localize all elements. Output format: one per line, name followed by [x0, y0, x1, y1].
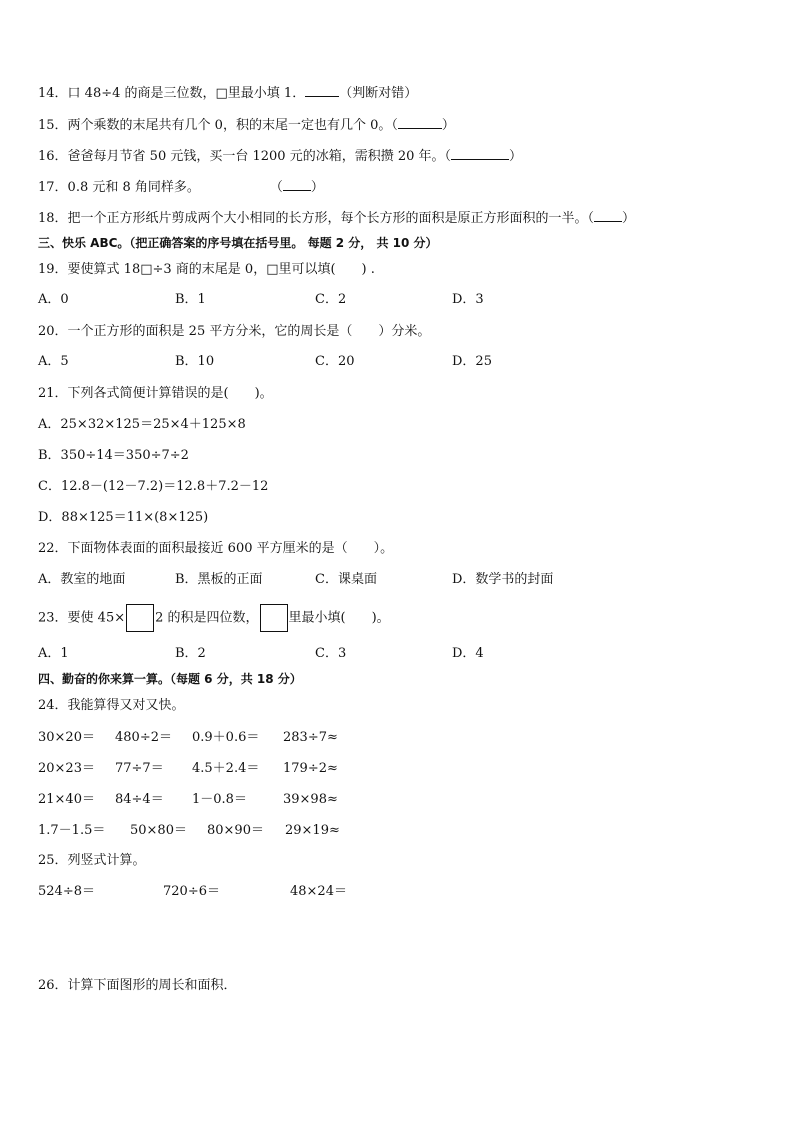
option-d[interactable]: D．25	[452, 354, 492, 369]
question-26: 26．计算下面图形的周长和面积．	[38, 978, 237, 993]
option-a[interactable]: A．5	[38, 354, 69, 369]
option-b[interactable]: B．10	[175, 354, 215, 369]
answer-blank[interactable]	[305, 84, 339, 97]
question-18: 18．把一个正方形纸片剪成两个大小相同的长方形，每个长方形的面积是原正方形面积的一半。（ ）	[38, 211, 636, 226]
calc-item: 283÷7≈	[283, 730, 338, 745]
question-20: 20．一个正方形的面积是 25 平方分米，它的周长是（ ）分米。	[38, 324, 431, 339]
answer-blank[interactable]	[283, 178, 311, 191]
section-3-heading: 三、快乐 ABC。（把正确答案的序号填在括号里。 每题 2 分， 共 10 分）	[38, 236, 438, 250]
calc-item: 480÷2＝	[115, 730, 172, 745]
option-a[interactable]: A．1	[38, 646, 69, 661]
calc-item: 0.9＋0.6＝	[192, 730, 260, 745]
calc-item: 1－0.8＝	[192, 792, 247, 807]
answer-blank[interactable]	[594, 209, 622, 222]
question-22: 22．下面物体表面的面积最接近 600 平方厘米的是（ ）。	[38, 541, 394, 556]
calc-item: 524÷8＝	[38, 884, 95, 899]
question-14: 14．口 48÷4 的商是三位数，□里最小填 1． （判断对错）	[38, 86, 418, 101]
question-23: 23．要使 45× 2 的积是四位数， 里最小填( )。	[38, 604, 390, 633]
option-d[interactable]: D．3	[452, 292, 484, 307]
calc-item: 20×23＝	[38, 761, 95, 776]
calc-item: 39×98≈	[283, 792, 338, 807]
answer-blank[interactable]	[451, 147, 509, 160]
option-a[interactable]: A．0	[38, 292, 69, 307]
option-b[interactable]: B．350÷14＝350÷7÷2	[38, 448, 189, 463]
calc-item: 30×20＝	[38, 730, 95, 745]
option-d[interactable]: D．数学书的封面	[452, 572, 554, 587]
digit-box[interactable]	[260, 604, 288, 632]
calc-item: 29×19≈	[285, 823, 340, 838]
option-a[interactable]: A．25×32×125＝25×4＋125×8	[38, 417, 246, 432]
question-16: 16．爸爸每月节省 50 元钱，买一台 1200 元的冰箱，需积攒 20 年。（ ）	[38, 149, 523, 164]
question-21: 21．下列各式简便计算错误的是( )。	[38, 386, 273, 401]
calc-item: 48×24＝	[290, 884, 347, 899]
calc-item: 720÷6＝	[163, 884, 220, 899]
calc-item: 80×90＝	[207, 823, 264, 838]
option-c[interactable]: C．3	[315, 646, 347, 661]
option-c[interactable]: C．20	[315, 354, 355, 369]
calc-item: 179÷2≈	[283, 761, 338, 776]
question-25: 25．列竖式计算。	[38, 853, 146, 868]
option-d[interactable]: D．88×125＝11×(8×125)	[38, 510, 209, 525]
section-4-heading: 四、勤奋的你来算一算。（每题 6 分，共 18 分）	[38, 672, 302, 686]
calc-item: 21×40＝	[38, 792, 95, 807]
calc-item: 50×80＝	[130, 823, 187, 838]
calc-item: 77÷7＝	[115, 761, 164, 776]
option-c[interactable]: C．12.8－(12－7.2)＝12.8＋7.2－12	[38, 479, 269, 494]
calc-item: 84÷4＝	[115, 792, 164, 807]
digit-box[interactable]	[126, 604, 154, 632]
option-c[interactable]: C．课桌面	[315, 572, 377, 587]
question-19: 19．要使算式 18□÷3 商的末尾是 0，□里可以填( ) .	[38, 262, 375, 277]
option-b[interactable]: B．黑板的正面	[175, 572, 263, 587]
option-d[interactable]: D．4	[452, 646, 484, 661]
option-c[interactable]: C．2	[315, 292, 347, 307]
question-15: 15．两个乘数的末尾共有几个 0，积的末尾一定也有几个 0。（ ）	[38, 118, 455, 133]
calc-item: 4.5＋2.4＝	[192, 761, 260, 776]
option-b[interactable]: B．2	[175, 646, 206, 661]
option-a[interactable]: A．教室的地面	[38, 572, 126, 587]
question-17: 17．0.8 元和 8 角同样多。 （ ）	[38, 180, 324, 195]
calc-item: 1.7－1.5＝	[38, 823, 106, 838]
option-b[interactable]: B．1	[175, 292, 206, 307]
question-24: 24．我能算得又对又快。	[38, 698, 185, 713]
answer-blank[interactable]	[398, 116, 442, 129]
